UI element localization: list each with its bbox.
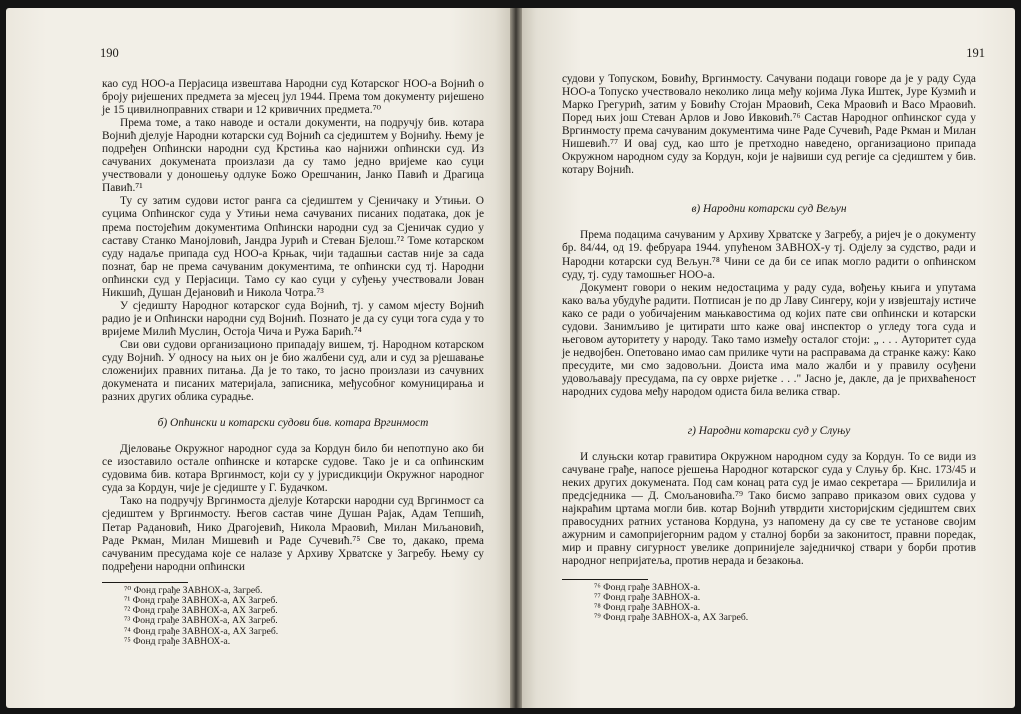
paragraph: Према томе, а тако наводе и остали документи, на подручју бив. котара Војнић дјелује Народни котарски суд Војнић са сједиштем у Војнићу. Њему је подређен Опћински народни суд Крстиња као најнижи опћински суд. Из сачуваних докумената произлази да су тамо једно вријеме као суци учествовали у доношењу одлуке Божо Орешчанин, Јанко Павић и Драгица Павић.⁷¹	[102, 117, 484, 195]
footnote-divider	[102, 582, 188, 583]
page-number: 191	[966, 46, 985, 60]
paragraph: судови у Топуском, Бовићу, Вргинмосту. Сачувани подаци говоре да је у раду Суда НОО-а Топуско учествовало неколико лица међу којима Лука Иштек, Јуре Кузмић и Марко Грегурић, затим у Бовићу Стојан Мраовић, Сека Мраовић и Васо Мраовић. Поред њих још Стеван Арлов и Јово Ивковић.⁷⁶ Састав Народног опћинског суда у Вргинмосту према сачуваним документима чине Раде Сучевић, Раде Ркман и Милан Нишевић.⁷⁷ И овај суд, као што је претходно наведено, организационо припада Окружном народном суду за Кордун, који је највиши суд регије са сједиштем у бив. котару Војнић.	[562, 73, 976, 177]
right-text-column	[562, 73, 976, 623]
section-heading: г) Народни котарски суд у Слуњу	[687, 425, 851, 438]
footnote: ⁷¹ Фонд грађе ЗАВНОХ-а, АХ Загреб.	[124, 594, 278, 606]
section-heading: б) Опћински и котарски судови бив. котара Вргинмост	[157, 417, 429, 430]
paragraph: У сједишту Народног котарског суда Војнић, тј. у самом мјесту Војнић радио је и Опћински народни суд Војнић. Познато је да су суци тога суда у то вријеме Милић Муслин, Остоја Чича и Ружа Барић.⁷⁴	[102, 299, 484, 338]
paragraph: Према подацима сачуваним у Архиву Хрватске у Загребу, а ријеч је о документу бр. 84/44, од 19. фебруара 1944. упућеном ЗАВНОХ-у тј. Одјелу за судство, ради и Народни котарски суд Вељун.⁷⁸ Чини се да би се ипак могло радити о опћинском суду, тј. суду тамошњег НОО-а.	[562, 229, 976, 281]
footnote: ⁷⁵ Фонд грађе ЗАВНОХ-а.	[124, 635, 231, 647]
footnote: ⁷⁷ Фонд грађе ЗАВНОХ-а.	[594, 591, 701, 603]
footnote: ⁷⁰ Фонд грађе ЗАВНОХ-а, Загреб.	[124, 584, 263, 596]
footnote: ⁷⁹ Фонд грађе ЗАВНОХ-а, АХ Загреб.	[594, 612, 749, 624]
footnote: ⁷⁶ Фонд грађе ЗАВНОХ-а.	[594, 581, 701, 593]
paragraph: Ту су затим судови истог ранга са сједиштем у Сјеничаку и Утињи. О суцима Опћинског суда у Утињи нема сачуваних писаних података, док је према постојећим документима Опћински народни суд за Сјеничак судио у саставу Станко Манојловић, Јандра Јурић и Стеван Бјелош.⁷² Томе котарском суду надаље припада суд НОО-а Крњак, чији тадашњи састав није за сада познат, бар не према сачуваним документима, те опћински суд тј. Народни опћински суд у Перјасици. Тамо су као суци у суђењу учествовали Јован Никшић, Душан Дејановић и Никола Чотра.⁷³	[102, 195, 484, 299]
footnote: ⁷³ Фонд грађе ЗАВНОХ-а, АХ Загреб.	[124, 615, 278, 627]
paragraph: Документ говори о неким недостацима у раду суда, вођењу књига и упутама како ваља убудуће радити. Потписан је по др Лаву Сингеру, који у извјештају истиче како се ради о уобичајеним мањкавостима од којих пате сви опћински и котарски судови. Занимљиво је цитирати што каже овај инспектор о угледу тога суда и његовом ауторитету у народу. Тако тамо између осталог стоји: „ . . . Ауторитет суда је недвојбен. Опетовано имао сам прилике чути на расправама да странке кажу: Како пресудите, ми смо задовољни. Доиста има мало жалби и у правилу осуђени удовољавају пресудама, па су оврхе ријетке . . ." Јасно је, дакле, да је прихваћеност народних судова међу народом одиста била велика ствар.	[562, 281, 976, 398]
left-text-column	[102, 78, 484, 647]
paragraph: као суд НОО-а Перјасица извештава Народни суд Котарског НОО-а Војнић о броју ријешених предмета за мјесец јул 1944. Према том документу ријешено је 15 цивилноправних ствари и 12 кривичних предмета.⁷⁰	[102, 78, 484, 117]
footnote: ⁷⁴ Фонд грађе ЗАВНОХ-а, АХ Загреб.	[124, 625, 279, 637]
paragraph: Сви ови судови организационо припадају вишем, тј. Народном котарском суду Војнић. У односу на њих он је био жалбени суд, али и суд за рјешавање сложенијих правних питања. Да је то тако, то јасно произлази из сачувних докумената и писаних материјала, записника, међусобног комуницирања и разних других облика сурадње.	[102, 338, 484, 404]
footnote-divider	[562, 579, 648, 580]
book-gutter	[510, 8, 522, 708]
footnote: ⁷⁸ Фонд грађе ЗАВНОХ-а.	[594, 601, 701, 613]
left-page	[6, 8, 510, 708]
paragraph: Тако на подручју Вргинмоста дјелује Котарски народни суд Вргинмост са сједиштем у Вргинмосту. Његов састав чине Душан Рајак, Адам Тепшић, Петар Радановић, Нико Драгојевић, Никола Мраовић, Милан Миљановић, Раде Ркман, Милан Мишевић и Раде Сучевић.⁷⁵ Све то, дакако, према сачуваним пресудама које се налазе у Архиву Хрватске у Загребу. Њему су подређени народни опћински	[102, 495, 484, 573]
paragraph: И слуњски котар гравитира Окружном народном суду за Кордун. То се види из сачуване грађе, напосе рјешења Народног котарског суда у Слуњу бр. Кнс. 173/45 и неких других докумената. Под сам конац рата суд је имао секретара — Брилилија и предсједника — Д. Смољановића.⁷⁹ Тако бисмо заправо приказом ових судова у најкраћим цртама могли бив. котар Војнић утврдити хисторијским сједиштем свих правосудних ратних установа Кордуна, уз напомену да су све те установе својим ажурним и самопријегорним радом у сталној борби за законитост, правни поредак, мир и правну сигурност увелике допринијеле заједничкој ствари у борби против народног непријатеља, против нерада и безакоња.	[562, 451, 976, 568]
footnote: ⁷² Фонд грађе ЗАВНОХ-а, АХ Загреб.	[124, 605, 278, 617]
section-heading: в) Народни котарски суд Вељун	[691, 203, 847, 216]
paragraph: Дјеловање Окружног народног суда за Кордун било би непотпуно ако би се изоставило остале опћинске и котарске судове. Тако је и са опћинским судовима бив. котара Вргинмост, који су у јурисдикцији Окружног народног суда за Кордун, чије је сједиште у Г. Будачком.	[102, 443, 484, 495]
page-number: 190	[100, 46, 119, 60]
right-page	[522, 8, 1015, 708]
